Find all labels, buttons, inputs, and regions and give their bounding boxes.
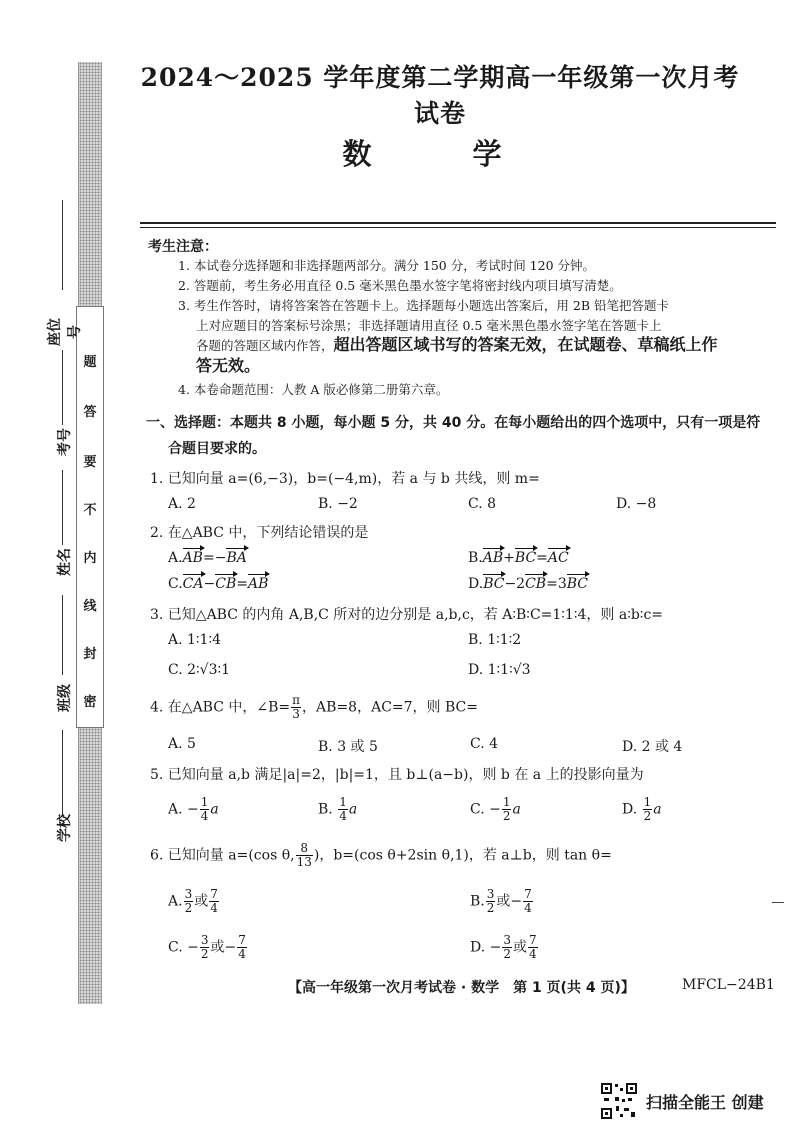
- vector-ac: AC: [547, 550, 569, 566]
- question-stem: 1. 已知向量 a=(6,−3)，b=(−4,m)，若 a 与 b 共线，则 m=: [150, 471, 540, 487]
- fraction: [296, 842, 313, 869]
- name-label: 姓名: [57, 548, 73, 576]
- denominator: 13: [296, 855, 312, 869]
- denominator: 4: [529, 947, 537, 961]
- conjunction: 或−: [496, 893, 523, 910]
- vector-bc: BC: [514, 550, 537, 566]
- vector-ab: AB: [182, 550, 203, 566]
- question-6: [150, 842, 770, 869]
- q5-option-c: [470, 796, 521, 823]
- question-stem: 2. 在△ABC 中，下列结论错误的是: [150, 525, 369, 541]
- seat-label: 座位号: [47, 318, 83, 346]
- operator: =3: [546, 576, 567, 592]
- operator: +: [503, 550, 515, 566]
- q5-option-b: [318, 796, 357, 823]
- option-letter: B.: [318, 801, 338, 818]
- class-line[interactable]: [62, 595, 63, 675]
- fraction: [528, 934, 538, 961]
- option-letter: A.: [168, 893, 183, 910]
- denominator: 2: [184, 901, 193, 915]
- fraction: [523, 888, 533, 915]
- seal-char: 题: [83, 355, 97, 370]
- exam-number-label: 考号: [57, 428, 73, 456]
- question-3: [150, 604, 770, 624]
- notice-item: 2. 答题前，考生务必用直径 0.5 毫米黑色墨水签字笔将密封线内项目填写清楚。: [178, 278, 622, 293]
- question-4: [150, 694, 770, 721]
- q3-option-c: C. 2∶√3∶1: [168, 662, 231, 678]
- numerator: 3: [200, 933, 209, 947]
- vector-ba: BA: [226, 550, 247, 566]
- notice-item: [196, 356, 776, 376]
- fraction: [486, 888, 496, 915]
- vector-bc: BC: [483, 576, 505, 592]
- question-stem: 6. 已知向量 a=(cos θ,: [150, 847, 295, 864]
- numerator: 7: [210, 887, 218, 901]
- seal-char: 密: [83, 695, 97, 710]
- scanner-brand: 扫描全能王 创建: [646, 1093, 764, 1112]
- fraction: [184, 888, 194, 915]
- exam-number-line[interactable]: [62, 350, 63, 425]
- fraction: [200, 796, 210, 823]
- option-letter: D.: [468, 576, 484, 592]
- q1-option-c: C. 8: [468, 496, 497, 512]
- notice-text: 各题的答题区域内作答，: [196, 338, 334, 353]
- q5-option-a: [168, 796, 219, 823]
- seal-char: 线: [83, 599, 97, 614]
- denominator: 4: [238, 947, 246, 961]
- vector-ca: CA: [182, 576, 204, 592]
- option-letter: C. −: [168, 939, 199, 956]
- fraction: [502, 796, 512, 823]
- question-1: [150, 468, 770, 488]
- seat-line[interactable]: [62, 200, 63, 290]
- numerator: 8: [296, 842, 313, 856]
- operator: =: [536, 550, 548, 566]
- vector-bc: BC: [566, 576, 588, 592]
- operator: −2: [504, 576, 526, 592]
- denominator: 4: [210, 901, 218, 915]
- numerator: 1: [643, 795, 652, 809]
- seal-char: 内: [83, 551, 97, 566]
- fraction: [209, 888, 219, 915]
- numerator: 1: [200, 795, 209, 809]
- vector-ab: AB: [482, 550, 504, 566]
- header-rule: [140, 222, 776, 224]
- denominator: 2: [200, 947, 209, 961]
- numerator: 7: [529, 933, 537, 947]
- section-line: 合题目要求的。: [168, 441, 266, 457]
- numerator: 3: [184, 887, 193, 901]
- q6-option-d: [470, 934, 539, 961]
- notice-item: 1. 本试卷分选择题和非选择题两部分。满分 150 分，考试时间 120 分钟。: [178, 258, 596, 273]
- question-2: [150, 522, 770, 542]
- denominator: 2: [502, 809, 511, 823]
- paper-code: MFCL−24B1: [682, 977, 775, 993]
- variable: a: [210, 801, 219, 818]
- fraction: [338, 796, 348, 823]
- numerator: π: [292, 693, 301, 707]
- operator: =: [236, 576, 248, 592]
- denominator: 4: [524, 901, 532, 915]
- q4-option-b: B. 3 或 5: [318, 739, 378, 755]
- seal-char: 不: [83, 503, 97, 518]
- q3-option-a: A. 1∶1∶4: [168, 632, 222, 648]
- school-line[interactable]: [62, 730, 63, 815]
- q1-option-a: A. 2: [168, 496, 196, 512]
- numerator: 1: [339, 795, 347, 809]
- denominator: 2: [643, 809, 652, 823]
- numerator: 3: [503, 933, 511, 947]
- page-footer: 【高一年级第一次月考试卷 · 数学 第 1 页(共 4 页)】: [288, 980, 635, 996]
- vector-cb: CB: [215, 576, 237, 592]
- q3-option-d: D. 1∶1∶√3: [468, 662, 531, 678]
- margin-mark: [772, 902, 784, 903]
- numerator: 7: [238, 933, 246, 947]
- q2-option-d: [468, 576, 588, 592]
- q4-option-d: D. 2 或 4: [622, 739, 683, 755]
- question-stem: 3. 已知△ABC 的内角 A,B,C 所对的边分别是 a,b,c，若 A∶B∶C=1∶1∶4，则 a∶b∶c=: [150, 607, 664, 623]
- q2-option-a: [168, 550, 247, 566]
- option-letter: C. −: [470, 801, 501, 818]
- name-line[interactable]: [62, 470, 63, 545]
- vector-ab: AB: [247, 576, 269, 592]
- question-stem: 4. 在△ABC 中，∠B=: [150, 699, 291, 716]
- q6-option-b: [470, 888, 534, 915]
- option-letter: B.: [470, 893, 485, 910]
- operator: =−: [202, 550, 227, 566]
- denominator: 4: [339, 809, 347, 823]
- denominator: 3: [292, 707, 300, 721]
- qr-code-icon: [600, 1082, 638, 1120]
- school-label: 学校: [57, 814, 73, 842]
- class-label: 班级: [57, 684, 73, 712]
- q3-option-b: B. 1∶1∶2: [468, 632, 522, 648]
- conjunction: 或: [513, 939, 527, 956]
- conjunction: 或: [194, 893, 209, 910]
- variable: a: [348, 801, 358, 818]
- conjunction: 或−: [210, 939, 237, 956]
- fraction: [643, 796, 653, 823]
- q1-option-d: D. −8: [616, 496, 657, 512]
- notice-emphasis: 超出答题区域书写的答案无效，在试题卷、草稿纸上作: [333, 335, 718, 354]
- option-letter: B.: [468, 550, 483, 566]
- q2-option-c: [168, 576, 268, 592]
- section-heading: [146, 410, 766, 462]
- q4-option-a: A. 5: [168, 736, 196, 752]
- option-letter: D. −: [470, 939, 502, 956]
- variable: a: [512, 801, 521, 818]
- fraction: [291, 694, 301, 721]
- variable: a: [653, 801, 662, 818]
- subject-title: 数 学: [342, 137, 538, 171]
- q6-option-a: [168, 888, 220, 915]
- header-rule-thin: [140, 227, 776, 228]
- operator: −: [203, 576, 216, 592]
- vector-cb: CB: [525, 576, 547, 592]
- question-stem: )，b=(cos θ+2sin θ,1)，若 a⊥b，则 tan θ=: [313, 847, 612, 864]
- option-letter: A. −: [168, 801, 199, 818]
- seal-char: 封: [83, 647, 97, 662]
- notice-item: 3. 考生作答时，请将答案答在答题卡上。选择题每小题选出答案后，用 2B 铅笔把答题卡: [178, 298, 669, 313]
- denominator: 2: [503, 947, 511, 961]
- numerator: 1: [502, 795, 511, 809]
- notice-emphasis: 答无效。: [196, 356, 261, 375]
- seal-char: 答: [83, 405, 97, 420]
- q4-option-c: C. 4: [470, 736, 499, 752]
- question-stem: 5. 已知向量 a,b 满足|a|=2，|b|=1，且 b⊥(a−b)，则 b 在 a 上的投影向量为: [150, 767, 644, 783]
- numerator: 7: [524, 887, 532, 901]
- fraction: [237, 934, 247, 961]
- notice-item: [196, 335, 776, 355]
- question-stem: ，AB=8，AC=7，则 BC=: [302, 699, 478, 716]
- numerator: 3: [486, 887, 495, 901]
- q2-option-b: [468, 550, 569, 566]
- notice-item: 上对应题目的答案标号涂黑；非选择题请用直径 0.5 毫米黑色墨水签字笔在答题卡上: [196, 318, 662, 333]
- q5-option-d: [622, 796, 662, 823]
- seal-notice-box: [76, 306, 104, 728]
- fraction: [200, 934, 210, 961]
- q6-option-c: [168, 934, 248, 961]
- q1-option-b: B. −2: [318, 496, 358, 512]
- denominator: 2: [486, 901, 495, 915]
- section-line: 一、选择题：本题共 8 小题，每小题 5 分，共 40 分。在每小题给出的四个选项中，只有一项是符: [146, 415, 761, 431]
- notice-item: 4. 本卷命题范围：人教 A 版必修第二册第六章。: [178, 382, 449, 397]
- notice-heading: 考生注意：: [148, 239, 218, 255]
- denominator: 4: [200, 809, 209, 823]
- seal-char: 要: [83, 455, 97, 470]
- option-letter: D.: [622, 801, 642, 818]
- option-letter: A.: [168, 550, 183, 566]
- exam-title: 2024～2025 学年度第二学期高一年级第一次月考试卷: [140, 63, 740, 128]
- fraction: [502, 934, 512, 961]
- option-letter: C.: [168, 576, 183, 592]
- question-5: [150, 764, 770, 784]
